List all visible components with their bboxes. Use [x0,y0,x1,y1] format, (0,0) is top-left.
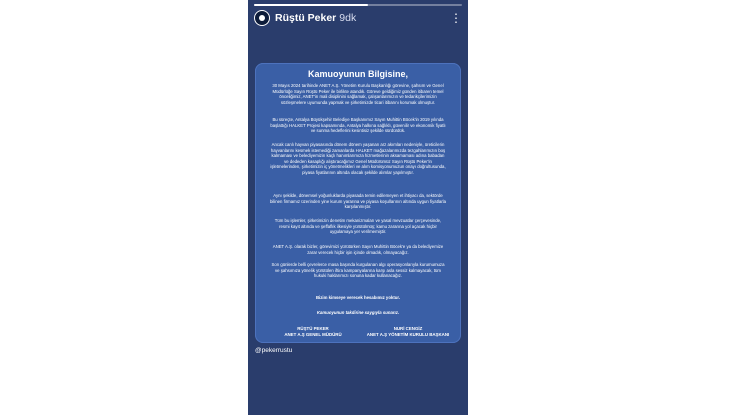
post-time: 9dk [339,12,357,24]
statement-title: Kamuoyunun Bilgisine, [307,69,408,79]
avatar[interactable] [254,10,270,26]
paragraph-5: Tüm bu işlemler, şirketimizin denetim mekanizmaları ve yasal mevzuatlar çerçevesinde, resmi kayıt altında ve şeffaflık ilkesiyle yürütülmüş; kamu zararına yol açacak hiçbir uygulamaya yer verilmemiştir. [274,218,442,235]
story-progress-fill [254,4,368,6]
paragraph-8: Bizim kimseye verecek hesabımız yoktur. [315,295,401,300]
signature-general-manager [273,326,353,337]
more-options-icon[interactable]: ⋮ [450,11,462,25]
paragraph-2: Bu süreçte, Antalya Büyükşehir Belediye Başkanımız Sayın Muhittin Böcek'in 2019 yılında başlattığı HALKET Projesi kapsamında, Antalya halkına sağlıklı, güvenilir ve ekonomik fiyatlı ve sunma hedeflerini kesintisiz şekilde sürdürdük. [270,117,446,134]
signature-name: NURİ CENGİZ [393,326,423,331]
paragraph-3: Ancak canlı hayvan piyasasında dönem dönem yaşanan arz akımları nedeniyle, üreticilerin hayvanlarını kesmek istemediği zamanlarda HALKET mağazalarımızda tezgahlarımızın boş kalmaması ve belediyemizin kaçlı hanımlarımıza hizmetlerinin aksamaması adına babadan ve dededen kasaplığı alıştıracağımız Genel Müdürümüz Sayın Rüştü Peker'in işletmelerinden, şirketimizin iç yönetmelikleri ve alım komisyonumuzun onayı doğrultusunda, piyasa fiyatlarının altında olacak şekilde alımlar yapılmıştır. [270,142,446,175]
signature-name: RÜŞTÜ PEKER [297,326,329,331]
paragraph-7: Son günlerde belli çevrelerce masa başında kurgulanan algı operasyonlarıyla kurumumuza ve şahsımıza yönelik yürütülen iftira kampanyalarına karşı asla sessiz kalmayacak, tüm hukuki haklarımızı sonuna kadar kullanacağız. [271,262,445,279]
paragraph-4: Aynı şekilde, dönemsel yoğunluklarda piyasada temin edilemeyen et ihtiyacı da, sektörde bilinen firmamız üzerinden yine kurum yararına ve piyasa koşullarının altında uygun fiyatlarla karşılanmıştır. [269,193,447,210]
signature-title: ANET A.Ş YÖNETİM KURULU BAŞKANI [366,331,450,337]
signature-board-chairman [365,326,451,337]
paragraph-9: Kamuoyunun takdirine saygıyla sunarız. [316,310,400,315]
mention-sticker[interactable]: @pekerrustu [255,347,293,354]
story-header [254,9,462,27]
avatar-icon [259,15,265,21]
paragraph-1: 30 Mayıs 2024 tarihinde ANET A.Ş. Yönetim Kurulu Başkanlığı görevine, şahsım ve Genel Müdürlüğe Sayın Rüştü Peker ile birlikte atandık. Göreve geldiğimiz günden itibaren temel önceliğimiz, ANET'in mali disiplinini sağlamak, çalışanlarımızın ve tedarikçilerimizin sözleşmelere uyumunda yapmak ve şirketimizde ticari itibarını korumak olmuştur. [272,83,444,105]
username[interactable]: Rüştü Peker [275,12,337,24]
signature-title: ANET A.Ş GENEL MÜDÜRÜ [284,331,342,337]
statement-card [255,63,461,343]
paragraph-6: ANET A.Ş. olarak bizler, görevimizi yürütürken Sayın Muhittin Böcek'e ya da belediyemize zarar verecek hiçbir işin içinde olmadık, olmayacağız. [272,244,444,255]
story-viewer[interactable] [248,0,468,415]
story-progress-bar [254,4,462,6]
